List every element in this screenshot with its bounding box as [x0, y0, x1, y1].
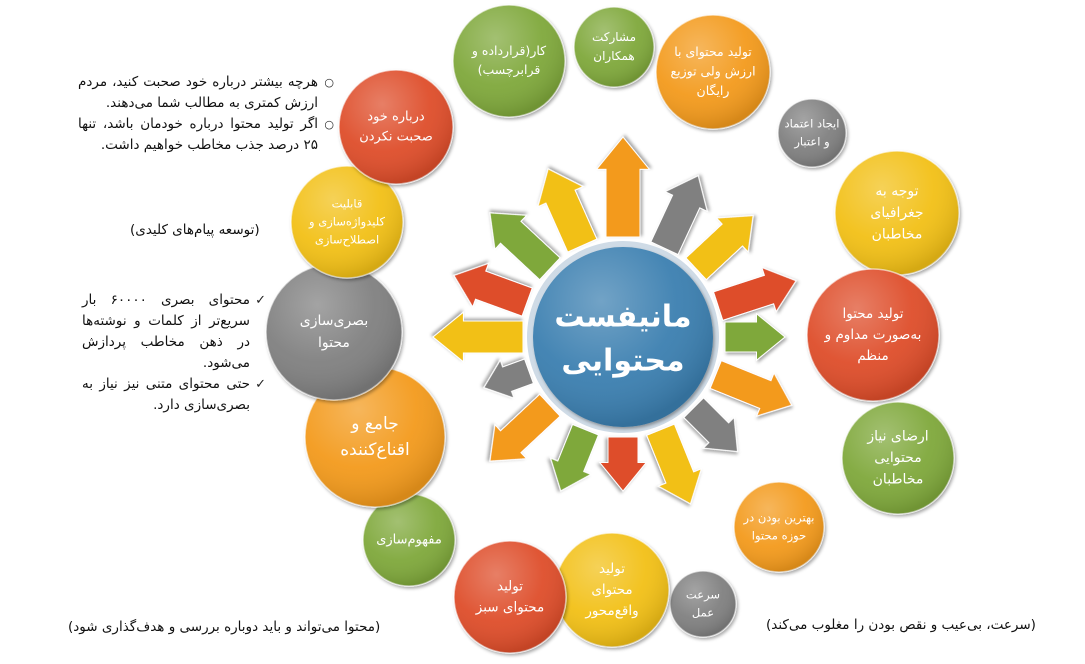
radial-arrow: [597, 137, 650, 237]
bubble-label-line: بصری‌سازی: [299, 313, 369, 330]
bubble-label-line: بهترین بودن در: [743, 510, 815, 525]
note-about-self-item: ○ اگر تولید محتوا درباره خودمان باشد، تنها ۲۵ درصد جذب مخاطب خواهیم داشت.: [78, 114, 318, 156]
bubble-label-line: منظم: [857, 347, 889, 364]
radial-arrow: [541, 422, 606, 499]
bubble-b16: [453, 5, 565, 117]
bubble-b5: [807, 269, 939, 401]
bubble-label-line: جامع و: [351, 413, 399, 434]
bubble-label-line: درباره خود: [367, 109, 425, 125]
bubble-b4: [835, 151, 959, 275]
note-about-self-item: ○ هرچه بیشتر درباره خود صحبت کنید، مردم ارزش کمتری به مطالب شما می‌دهند.: [78, 72, 318, 114]
bubble-label-line: تولید: [496, 578, 524, 595]
radial-arrow: [477, 352, 536, 406]
center-title-line1: مانیفست: [554, 299, 692, 335]
radial-arrow: [433, 312, 523, 362]
radial-arrow: [600, 437, 647, 491]
bubble-label-line: سرعت: [685, 587, 721, 602]
note-about-self-list: [78, 72, 334, 156]
bubble-label-line: به‌صورت مداوم و: [824, 327, 922, 343]
bubble-b15: [339, 70, 453, 184]
bubble-label-line: محتوای سبز: [475, 599, 545, 616]
bubble-b11: [363, 494, 455, 586]
radial-arrow: [474, 388, 566, 478]
bubble-label-line: رایگان: [696, 82, 730, 98]
center-node: [527, 241, 719, 433]
bubble-label-line: واقع‌محور: [585, 602, 639, 619]
bubble-label-line: محتوا: [318, 334, 350, 351]
bubble-label-line: اقناع‌کننده: [340, 440, 410, 461]
bubble-b10: [454, 541, 566, 653]
bubble-b7: [734, 482, 824, 572]
note-keywords: (توسعه پیام‌های کلیدی): [130, 222, 260, 238]
note-visual: [82, 290, 266, 416]
bubble-label-line: ارضای نیاز: [867, 428, 929, 445]
bubble-label-line: همکاران: [593, 48, 635, 63]
bubble-label-line: ارزش ولی توزیع: [670, 63, 756, 79]
note-about-self: [78, 72, 334, 156]
bubble-b1: [574, 7, 654, 87]
bubble-label-line: مشارکت: [591, 30, 637, 45]
bubble-b6: [842, 402, 954, 514]
bubble-label-line: کار(قرارداده و: [471, 42, 547, 58]
bubble-label-line: مخاطبان: [872, 471, 924, 488]
bubble-label-line: کلیدواژه‌سازی و: [308, 214, 386, 229]
bubble-label-line: و اعتبار: [794, 134, 830, 149]
note-green: (محتوا می‌تواند و باید دوباره بررسی و هدف‌گذاری شود): [68, 619, 381, 635]
bubble-label-line: حوزه محتوا: [751, 528, 807, 543]
note-visual-item: ✓ حتی محتوای متنی نیز نیاز به بصری‌سازی دارد.: [82, 374, 250, 416]
bubble-label-line: محتوایی: [874, 450, 922, 466]
center-title-line2: محتوایی: [561, 343, 685, 379]
radial-arrow: [725, 314, 785, 361]
bubble-label-line: صحبت نکردن: [359, 129, 433, 145]
bubble-label-line: مفهوم‌سازی: [376, 532, 442, 548]
bubble-label-line: تولید محتوا: [842, 306, 904, 323]
bubble-label-line: محتوای: [591, 582, 633, 598]
bubble-label-line: قرابرچسب): [477, 62, 541, 78]
note-visual-item: ✓ محتوای بصری ۶۰۰۰۰ بار سریع‌تر از کلمات و نوشته‌ها در ذهن مخاطب پردازش می‌شود.: [82, 290, 250, 374]
bubble-label-line: عمل: [691, 605, 715, 620]
bubble-label-line: اصطلاح‌سازی: [314, 232, 380, 247]
bubble-label-line: مخاطبان: [871, 226, 923, 243]
bubble-label-line: قابلیت: [331, 196, 363, 211]
bubble-label-line: تولید: [598, 561, 626, 578]
radial-arrow: [446, 254, 535, 324]
bubble-label-line: جغرافیای: [870, 205, 924, 221]
bubble-b3: [778, 99, 846, 167]
bubble-b13: [266, 264, 402, 400]
bubble-b8: [670, 571, 736, 637]
bubble-label-line: توجه به: [875, 183, 919, 200]
bubble-b2: [656, 15, 770, 129]
bubble-b9: [555, 533, 669, 647]
bubble-label-line: ایجاد اعتماد: [784, 116, 840, 131]
note-visual-list: [82, 290, 266, 416]
note-speed: (سرعت، بی‌عیب و نقص بودن را مغلوب می‌کند): [766, 617, 1036, 633]
bubble-label-line: تولید محتوای با: [674, 44, 752, 60]
